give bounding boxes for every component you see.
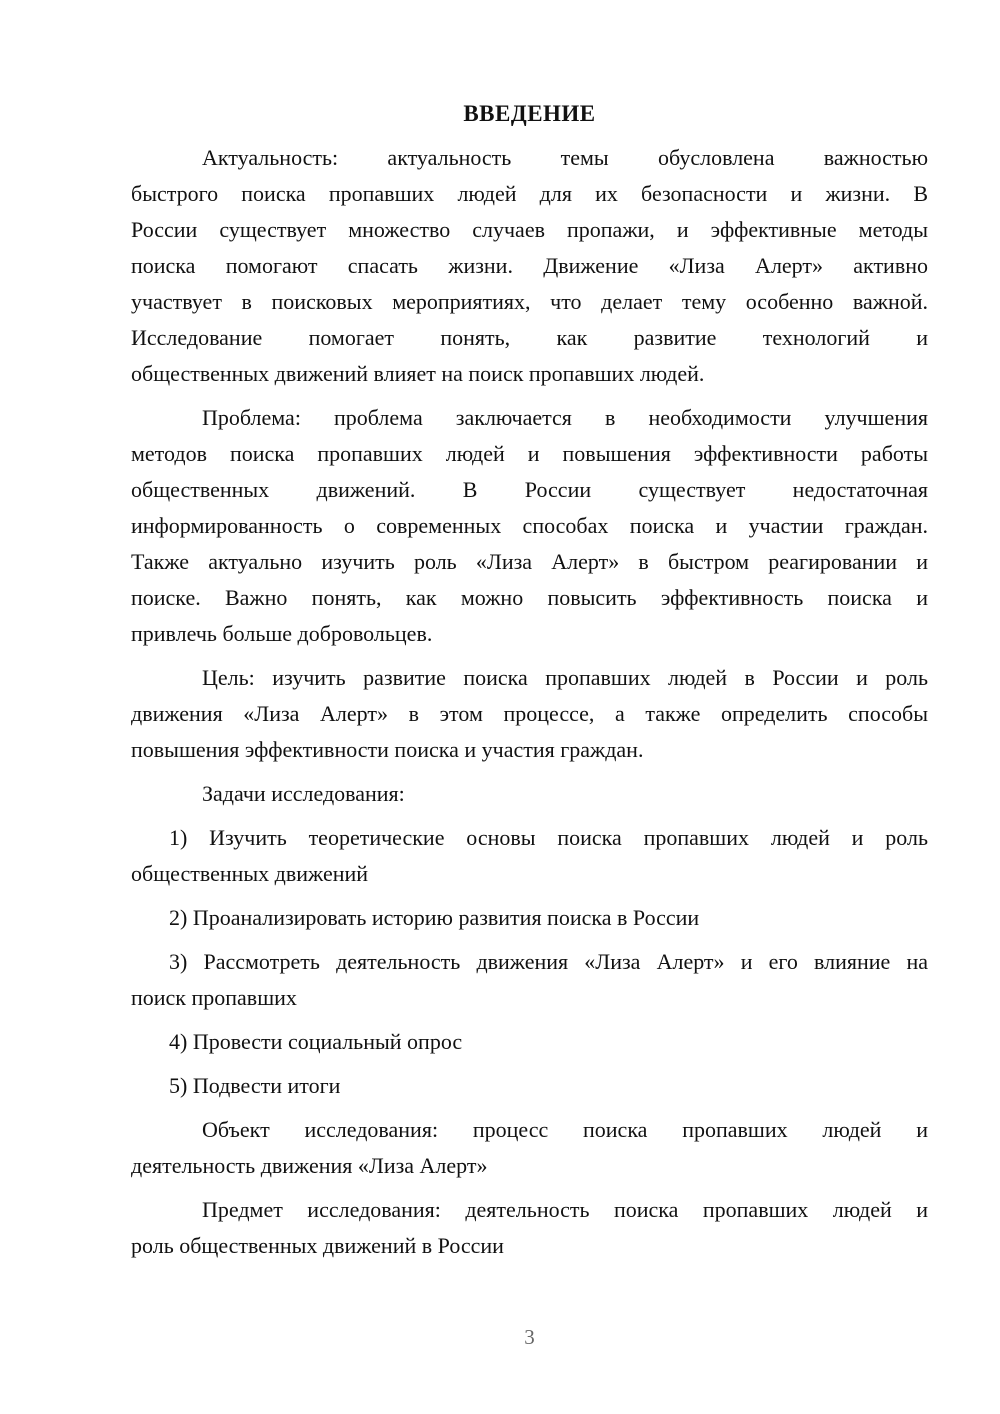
task-item-5 [131,1068,928,1104]
text-line: поиска помогают спасать жизни. Движение «Лиза Алерт» активно [131,253,928,278]
text-line: общественных движений. В России существует недостаточная [131,477,928,502]
text-line: Предмет исследования: деятельность поиска пропавших людей и [202,1197,928,1222]
text-line: быстрого поиска пропавших людей для их безопасности и жизни. В [131,181,928,206]
text-line: 2) Проанализировать историю развития поиска в России [169,905,700,930]
text-line: поиск пропавших [131,985,297,1010]
text-line: Цель: изучить развитие поиска пропавших людей в России и роль [202,665,928,690]
text-line: России существует множество случаев пропажи, и эффективные методы [131,217,928,242]
text-line: 3) Рассмотреть деятельность движения «Лиза Алерт» и его влияние на [169,949,928,974]
text-line: Проблема: проблема заключается в необходимости улучшения [202,405,928,430]
page-title: ВВЕДЕНИЕ [463,101,596,126]
text-line: роль общественных движений в России [131,1233,504,1258]
text-line: Задачи исследования: [202,781,405,806]
text-line: информированность о современных способах поиска и участии граждан. [131,513,928,538]
problem-paragraph [131,400,928,652]
text-line: участвует в поисковых мероприятиях, что делает тему особенно важной. [131,289,928,314]
text-line: 4) Провести социальный опрос [169,1029,463,1054]
tasks-heading-paragraph [131,776,928,812]
text-line: общественных движений влияет на поиск пропавших людей. [131,361,705,386]
task-item-3 [131,944,928,1016]
task-item-2 [131,900,928,936]
task-item-4 [131,1024,928,1060]
text-line: поиске. Важно понять, как можно повысить эффективность поиска и [131,585,928,610]
task-item-1 [131,820,928,892]
page-number: 3 [524,1325,535,1349]
object-paragraph [131,1112,928,1184]
text-line: привлечь больше добровольцев. [131,621,433,646]
text-line: Объект исследования: процесс поиска пропавших людей и [202,1117,928,1142]
text-line: 1) Изучить теоретические основы поиска пропавших людей и роль [169,825,928,850]
text-line: деятельность движения «Лиза Алерт» [131,1153,488,1178]
text-line: Актуальность: актуальность темы обусловлена важностью [202,145,928,170]
text-line: 5) Подвести итоги [169,1073,341,1098]
text-line: Исследование помогает понять, как развитие технологий и [131,325,928,350]
text-line: движения «Лиза Алерт» в этом процессе, а также определить способы [131,701,928,726]
subject-paragraph [131,1192,928,1264]
text-line: общественных движений [131,861,369,886]
text-line: повышения эффективности поиска и участия граждан. [131,737,644,762]
actuality-paragraph [131,140,928,392]
document-body [131,140,928,1264]
text-line: Также актуально изучить роль «Лиза Алерт» в быстром реагировании и [131,549,928,574]
text-line: методов поиска пропавших людей и повышения эффективности работы [131,441,928,466]
goal-paragraph [131,660,928,768]
